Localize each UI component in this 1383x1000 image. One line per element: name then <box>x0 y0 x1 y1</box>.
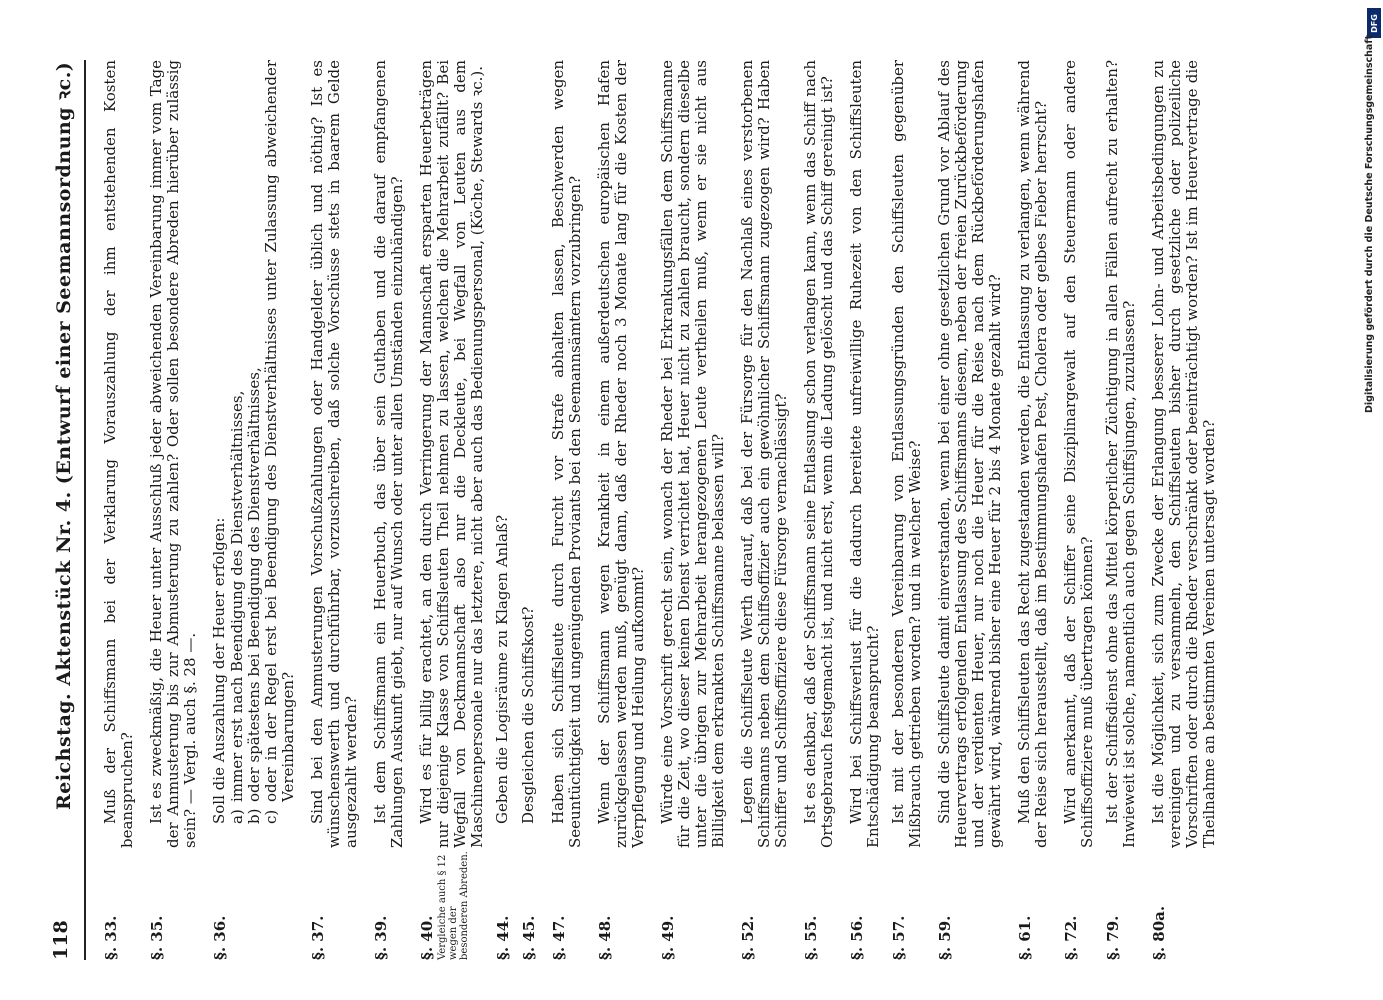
section-label: §. 49. <box>659 915 677 960</box>
question-text: Desgleichen die Schiffskost? <box>519 606 537 824</box>
section-label: §. 44. <box>494 915 512 960</box>
section-number <box>890 848 908 960</box>
sub-item-letter: c) <box>262 809 280 824</box>
entry <box>211 60 297 960</box>
question-text: Sind die Schiffsleute damit einverstanden, wenn bei einer ohne gesetzlichen Grund vor Ablauf des Heuervertrags erfolgenden Entlassung des Schiffsmanns diesem, neben der freien Zurückbeförderung und der verdienten Heuer, nur noch die Heuer für die Reise nach dem Rückbeförderungshafen gewährt wird, während bisher eine Heuer für 2 bis 4 Monate gezahlt wird? <box>935 60 1004 848</box>
section-label: §. 48. <box>596 915 614 960</box>
section-number <box>550 848 568 960</box>
section-number <box>148 848 166 960</box>
section-label: §. 61. <box>1016 915 1034 960</box>
question-text: Wird anerkannt, daß der Schiffer seine Disziplinargewalt auf den Steuermann oder andere Schiffsoffiziere muß übertragen können? <box>1061 60 1096 848</box>
sub-item <box>263 60 297 824</box>
entry-body <box>1016 60 1050 848</box>
entry-body <box>1104 60 1138 848</box>
dfg-logo <box>1367 8 1381 38</box>
entry <box>1062 60 1096 960</box>
section-label: §. 72. <box>1062 915 1080 960</box>
entry-body <box>211 60 297 848</box>
question-text: Geben die Logisräume zu Klagen Anlaß? <box>493 514 511 824</box>
dfg-logo-text: DFG <box>1369 13 1379 33</box>
section-label: §. 52. <box>739 915 757 960</box>
section-number <box>659 848 677 960</box>
question-text: Ist die Möglichkeit, sich zum Zwecke der Erlangung besserer Lohn- und Arbeitsbedingungen zu vereinigen und zu versammeln, den Schiffsleuten bisher durch gesetzliche oder polizeiliche Vorschriften oder durch die Rheder verschränkt oder beeinträchtigt worden? Ist im Heuervertrage die Theilnahme an bestimmten Vereinen untersagt worden? <box>1149 60 1218 848</box>
entry <box>802 60 836 960</box>
entry-body <box>309 60 360 848</box>
entry-body <box>596 60 647 848</box>
section-label: §. 57. <box>890 915 908 960</box>
section-number <box>418 848 470 960</box>
section-label: §. 35. <box>148 915 166 960</box>
running-title: Reichstag. Aktenstück Nr. 4. (Entwurf einer Seemannsordnung ꝛc.) <box>53 61 75 810</box>
question-text: Ist mit der besonderen Vereinbarung von Entlassungsgründen den Schiffsleuten gegenüber Mißbrauch getrieben worden? und in welcher Weise? <box>889 60 924 848</box>
entry <box>102 60 136 960</box>
question-text: Legen die Schiffsleute Werth darauf, daß bei der Fürsorge für den Nachlaß eines verstorbenen Schiffsmanns neben dem Schiffsoffizier auch ein gewöhnlicher Schiffsmann zugezogen wird? Haben Schiffer und Schiffsoffiziere diese Fürsorge vernachlässigt? <box>738 60 790 848</box>
entry-body <box>1150 60 1218 848</box>
page-number: 118 <box>50 920 72 960</box>
section-label: §. 55. <box>802 915 820 960</box>
entry <box>1104 60 1138 960</box>
section-label: §. 37. <box>309 915 327 960</box>
section-number <box>802 848 820 960</box>
section-number <box>739 848 757 960</box>
sub-item-text: immer erst nach Beendigung des Dienstverhältnisses, <box>228 390 246 802</box>
question-text: Ist der Schiffsdienst ohne das Mittel körperlicher Züchtigung in allen Fällen aufrecht zu erhalten? Inwieweit ist solche, namentlich auch gegen Schiffsjungen, zuzulassen? <box>1103 60 1138 848</box>
section-label: §. 47. <box>550 915 568 960</box>
entry-list <box>102 60 1230 960</box>
entry <box>739 60 790 960</box>
question-text: Wenn der Schiffsmann wegen Krankheit in einem außerdeutschen europäischen Hafen zurückgelassen werden muß, genügt dann, daß der Rheder noch 3 Monate lang für die Kosten der Verpflegung und Heilung aufkommt? <box>595 60 647 848</box>
section-label: §. 79. <box>1104 915 1122 960</box>
entry-body <box>659 60 727 848</box>
question-text: Wird bei Schiffsverlust für die dadurch bereitete unfreiwillige Ruhezeit von den Schiffsleuten Entschädigung beansprucht? <box>847 60 882 848</box>
entry-body <box>418 60 486 848</box>
entry <box>848 60 882 960</box>
section-label: §. 59. <box>936 915 954 960</box>
entry-body <box>520 60 537 848</box>
entry-body <box>372 60 406 848</box>
entry <box>550 60 584 960</box>
entry-body <box>148 60 199 848</box>
entry <box>372 60 406 960</box>
entry <box>1016 60 1050 960</box>
question-text: Soll die Auszahlung der Heuer erfolgen: <box>210 517 228 824</box>
entry <box>494 60 512 960</box>
section-label: §. 56. <box>848 915 866 960</box>
entry <box>418 60 486 960</box>
section-number <box>520 848 538 960</box>
section-number <box>1062 848 1080 960</box>
entry-body <box>494 60 511 848</box>
section-number <box>309 848 327 960</box>
sub-item-text: oder in der Regel erst bei Beendigung des Dienstverhältnisses unter Zulassung abweichender Vereinbarungen? <box>262 60 297 802</box>
entry <box>890 60 924 960</box>
sub-item-text: oder spätestens bei Beendigung des Dienstverhältnisses, <box>245 367 263 802</box>
section-number <box>1150 848 1168 960</box>
section-label: §. 36. <box>211 915 229 960</box>
section-number <box>936 848 954 960</box>
question-text: Ist es zweckmäßig, die Heuer unter Ausschluß jeder abweichenden Vereinbarung immer vom Tage der Anmusterung bis zur Abmusterung zu zahlen? Oder sollen besondere Abreden hierüber zulässig sein? — Vergl. auch §. 28 —. <box>147 60 199 848</box>
question-text: Ist dem Schiffsmann ein Heuerbuch, das über sein Guthaben und die darauf empfangenen Zahlungen Auskunft giebt, nur auf Wunsch oder unter allen Umständen einzuhändigen? <box>371 60 406 848</box>
section-number <box>494 848 512 960</box>
question-text: Haben sich Schiffsleute durch Furcht vor Strafe abhalten lassen, Beschwerden wegen Seeuntüchtigkeit und ungenügenden Proviants bei den Seemannsämtern vorzubringen? <box>549 60 584 848</box>
entry-body <box>739 60 790 848</box>
question-text: Würde eine Vorschrift gerecht sein, wonach der Rheder bei Erkrankungsfällen dem Schiffsmanne für die Zeit, wo dieser keinen Dienst verrichtet hat, Heuer nicht zu zahlen braucht, sondern dieselbe unter die übrigen zur Mehrarbeit herangezogenen Leute vertheilen muß, wenn er sie nicht aus Billigkeit dem erkrankten Schiffsmanne belassen will? <box>658 60 727 848</box>
section-number <box>1104 848 1122 960</box>
sub-item <box>246 60 263 824</box>
entry-body <box>102 60 136 848</box>
question-text: Muß der Schiffsmann bei der Verklarung Vorauszahlung der ihm entstehenden Kosten beanspruchen? <box>101 60 136 848</box>
section-label: §. 80a. <box>1150 905 1168 960</box>
page-header <box>48 60 86 960</box>
sub-item-list <box>229 60 297 824</box>
sub-item <box>229 60 246 824</box>
entry <box>520 60 538 960</box>
section-label: §. 45. <box>520 915 538 960</box>
digitization-credit: Digitalisierung gefördert durch die Deutsche Forschungsgemeinschaft <box>1364 35 1375 413</box>
section-label: §. 40. <box>418 915 436 960</box>
entry <box>936 60 1004 960</box>
section-number <box>596 848 614 960</box>
entry-body <box>550 60 584 848</box>
section-label: §. 39. <box>372 915 390 960</box>
entry-body <box>802 60 836 848</box>
entry-body <box>936 60 1004 848</box>
entry <box>659 60 727 960</box>
section-note: Vergleiche auch § 12 wegen der besonderen Abreden. <box>437 851 470 960</box>
entry-body <box>890 60 924 848</box>
question-text: Ist es denkbar, daß der Schiffsmann seine Entlassung schon verlangen kann, wenn das Schiff nach Ortsgebrauch festgemacht ist, und nicht erst, wenn die Ladung gelöscht und das Schiff gereinigt ist? <box>801 60 836 848</box>
section-number <box>848 848 866 960</box>
entry <box>596 60 647 960</box>
question-text: Muß den Schiffsleuten das Recht zugestanden werden, die Entlassung zu verlangen, wenn während der Reise sich herausstellt, daß im Bestimmungshafen Pest, Cholera oder gelbes Fieber herrscht? <box>1015 60 1050 848</box>
entry-body <box>848 60 882 848</box>
sub-item-letter: b) <box>245 808 263 824</box>
section-number <box>372 848 390 960</box>
entry <box>1150 60 1218 960</box>
sub-item-letter: a) <box>228 809 246 824</box>
entry-body <box>1062 60 1096 848</box>
question-text: Wird es für billig erachtet, an den durch Verringerung der Mannschaft ersparten Heuerbeträgen nur diejenige Klasse von Schiffsleuten Theil nehmen zu lassen, welchen die Mehrarbeit zufällt? Bei Wegfall von Deckmannschaft also nur die Deckleute, bei Wegfall von Leuten aus dem Maschinenpersonale nur das letztere, nicht aber auch das Bedienungspersonal, (Köche, Stewards ꝛc.). <box>417 60 486 848</box>
entry <box>148 60 199 960</box>
section-number <box>1016 848 1034 960</box>
section-number <box>102 848 120 960</box>
section-number <box>211 848 229 960</box>
section-label: §. 33. <box>102 915 120 960</box>
document-page <box>40 60 1340 960</box>
entry <box>309 60 360 960</box>
question-text: Sind bei den Anmusterungen Vorschußzahlungen oder Handgelder üblich und nöthig? Ist es wünschenswerth und durchführbar, vorzuschreiben, daß solche Vorschüsse stets in baarem Gelde ausgezahlt werden? <box>308 60 360 848</box>
